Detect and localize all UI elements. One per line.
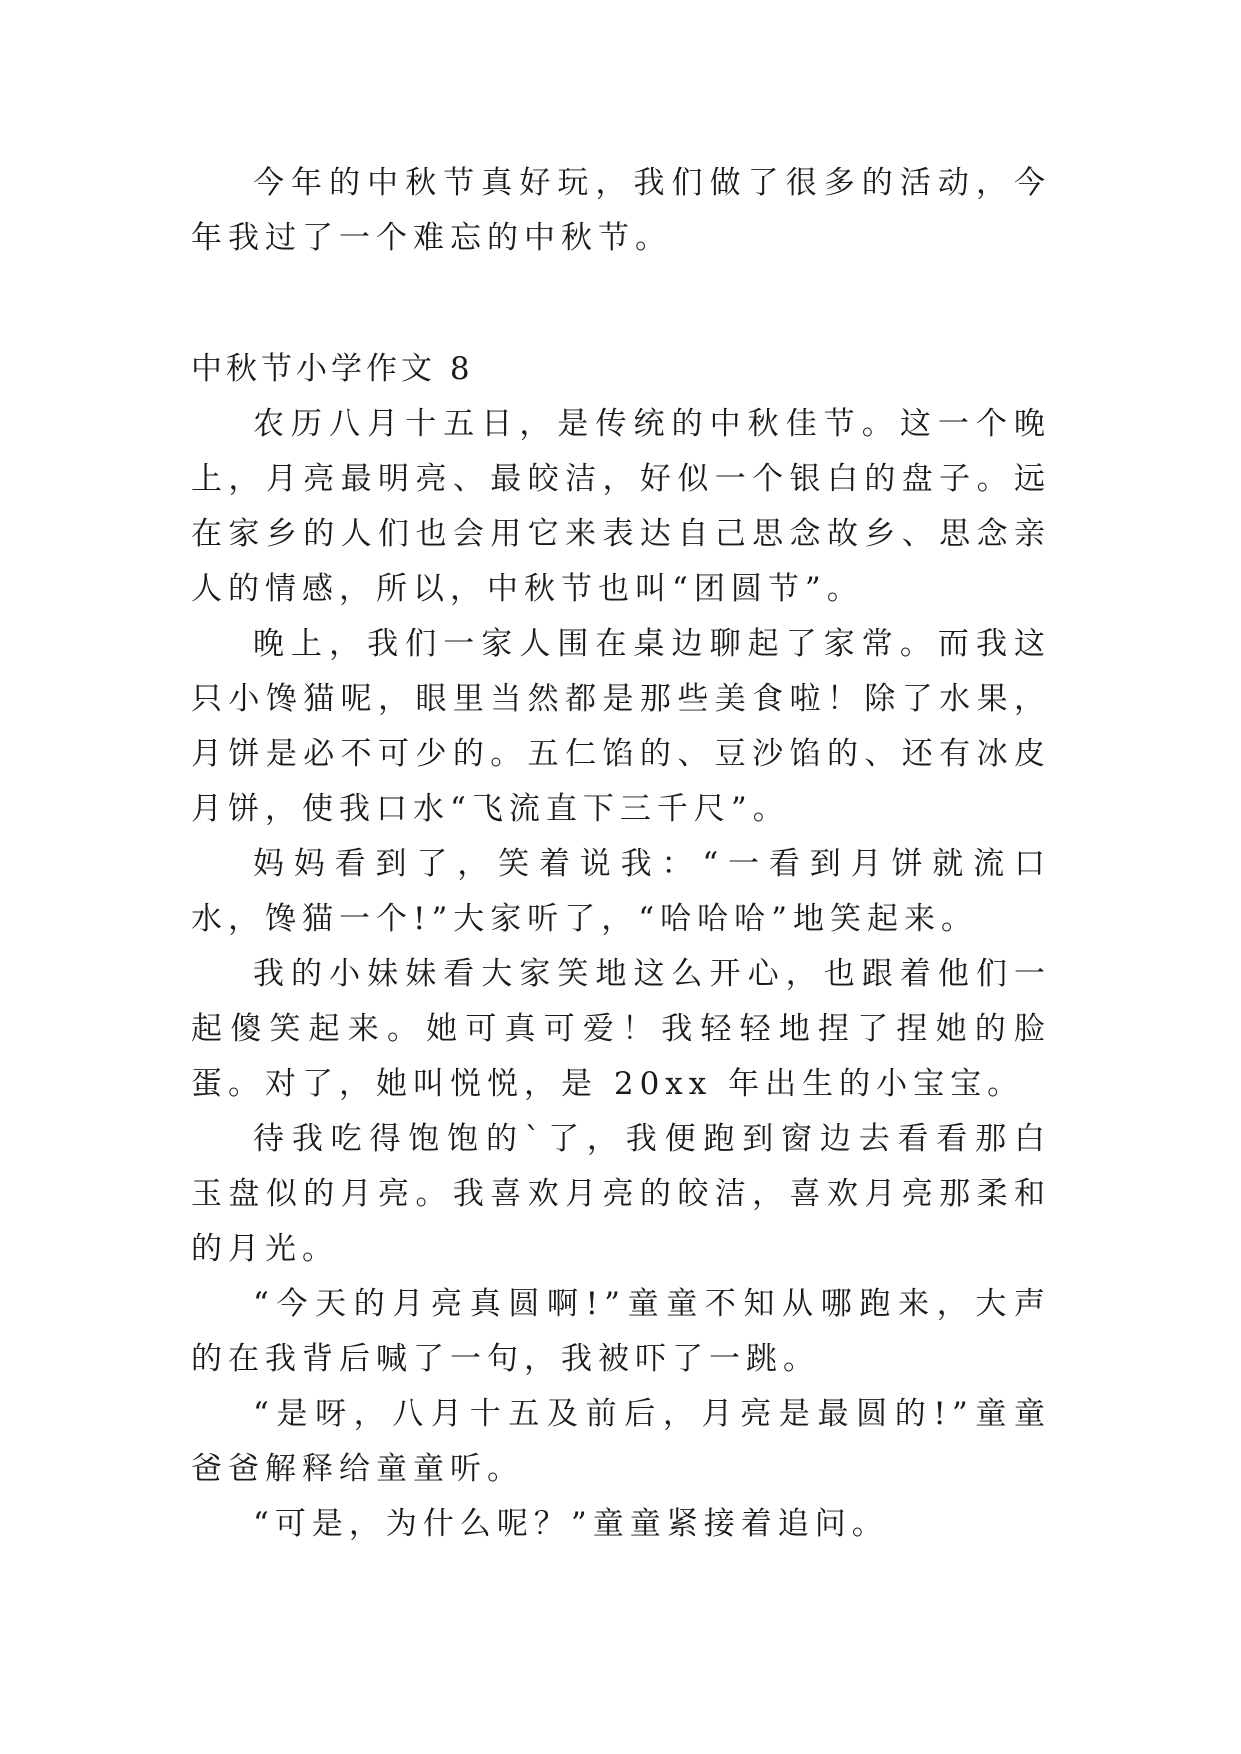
paragraph: “今天的月亮真圆啊!”童童不知从哪跑来，大声的在我背后喊了一句，我被吓了一跳。	[191, 1286, 1051, 1377]
paragraph: “是呀，八月十五及前后，月亮是最圆的!”童童爸爸解释给童童听。	[191, 1396, 1051, 1487]
paragraph: 我的小妹妹看大家笑地这么开心，也跟着他们一起傻笑起来。她可真可爱！我轻轻地捏了捏她的脸蛋。对了，她叫悦悦，是 20xx 年出生的小宝宝。	[191, 956, 1051, 1102]
intro-paragraph: 今年的中秋节真好玩，我们做了很多的活动，今年我过了一个难忘的中秋节。	[191, 165, 1051, 256]
document-body	[191, 156, 1051, 1552]
section-title: 中秋节小学作文 8	[191, 351, 474, 387]
paragraph: 待我吃得饱饱的`了，我便跑到窗边去看看那白玉盘似的月亮。我喜欢月亮的皎洁，喜欢月亮那柔和的月光。	[191, 1121, 1051, 1267]
section-spacer	[191, 266, 1051, 342]
paragraph: 晚上，我们一家人围在桌边聊起了家常。而我这只小馋猫呢，眼里当然都是那些美食啦！除了水果，月饼是必不可少的。五仁馅的、豆沙馅的、还有冰皮月饼，使我口水“飞流直下三千尺”。	[191, 626, 1051, 827]
paragraph: “可是，为什么呢？”童童紧接着追问。	[253, 1506, 889, 1542]
paragraph: 妈妈看到了，笑着说我：“一看到月饼就流口水，馋猫一个!”大家听了，“哈哈哈”地笑起来。	[191, 846, 1051, 937]
paragraph: 农历八月十五日，是传统的中秋佳节。这一个晚上，月亮最明亮、最皎洁，好似一个银白的盘子。远在家乡的人们也会用它来表达自己思念故乡、思念亲人的情感，所以，中秋节也叫“团圆节”。	[191, 406, 1051, 607]
